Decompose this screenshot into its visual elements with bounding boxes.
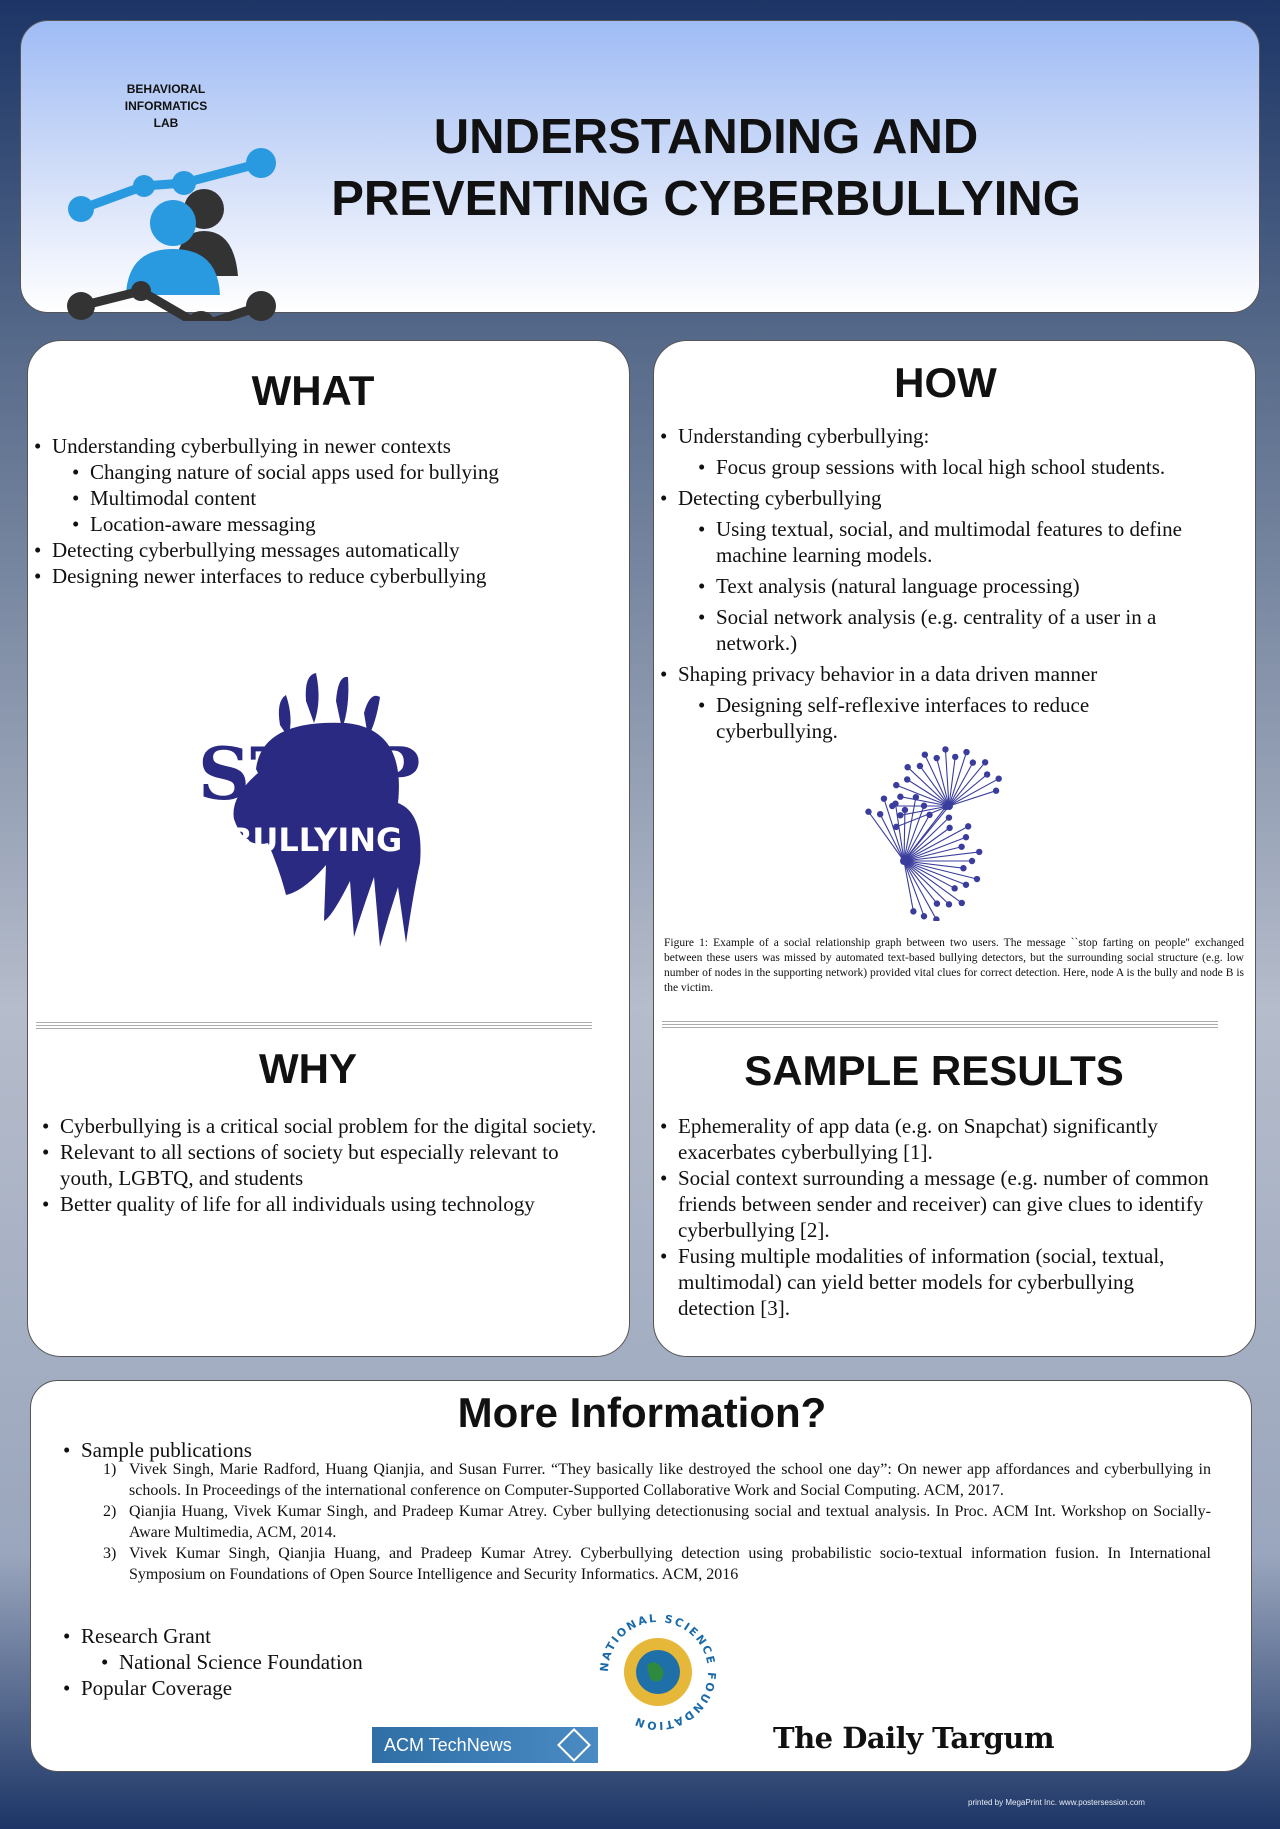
graph-node: [976, 849, 982, 855]
header-banner: [20, 20, 1260, 313]
graph-node: [922, 751, 928, 757]
publication-item: [103, 1543, 1211, 1585]
graph-node: [921, 803, 927, 809]
list-item: • Understanding cyberbullying:: [660, 423, 1208, 449]
graph-node: [963, 834, 969, 840]
what-heading: WHAT: [251, 367, 375, 414]
list-item: • Social context surrounding a message (e.g. number of common friends between sender and receiver) can give clues to identify cyberbullying [2].: [660, 1165, 1215, 1243]
list-item: • Multimodal content: [72, 485, 604, 511]
grant-item: • National Science Foundation: [101, 1649, 483, 1675]
graph-node: [913, 794, 919, 800]
graph-node: [963, 749, 969, 755]
figure-caption: Figure 1: Example of a social relationship graph between two users. The message ``stop farting on people'' exchanged between these users was missed by automated text-based bullying detectors, but the surrounding social structure (e.g. low number of nodes in the supporting network) provided vital clues for correct detection. Here, node A is the bully and node B is the victim.: [664, 937, 1244, 994]
poster-title: [241, 106, 1171, 230]
printer-credit: printed by MegaPrint Inc. www.postersession.com: [968, 1798, 1145, 1807]
graph-node: [963, 882, 969, 888]
list-item: • Location-aware messaging: [72, 511, 604, 537]
list-item: • Focus group sessions with local high school students.: [698, 454, 1208, 480]
stop-word: STOP: [198, 731, 421, 816]
publication-text: Qianjia Huang, Vivek Kumar Singh, and Pradeep Kumar Atrey. Cyber bullying detectionusing social and textual analysis. In Proc. ACM Int. Workshop on Socially-Aware Multimedia, ACM, 2014.: [129, 1503, 1211, 1541]
graph-node: [946, 814, 952, 820]
graph-node: [965, 823, 971, 829]
why-list: [42, 1113, 612, 1217]
graph-node: [881, 795, 887, 801]
graph-node: [934, 900, 940, 906]
publication-number: 3): [103, 1545, 117, 1562]
bullying-word: BULLYING: [228, 821, 403, 859]
publication-item: [103, 1501, 1211, 1543]
acm-diamond-icon: [557, 1728, 591, 1762]
lab-name-line: BEHAVIORAL: [126, 82, 206, 96]
graph-edge: [949, 762, 985, 806]
grant-coverage-list: [63, 1623, 483, 1701]
graph-node: [951, 885, 957, 891]
graph-edge: [904, 810, 905, 861]
graph-node: [984, 771, 990, 777]
more-heading: More Information?: [457, 1389, 827, 1436]
list-item: • Fusing multiple modalities of information (social, textual, multimodal) can yield better models for cyberbullying detection [3].: [660, 1243, 1215, 1321]
list-item: • Using textual, social, and multimodal features to define machine learning models.: [698, 516, 1208, 568]
acm-technews-label: ACM TechNews: [384, 1735, 512, 1755]
graph-node: [917, 763, 923, 769]
graph-node: [995, 775, 1001, 781]
list-item: • Changing nature of social apps used for bullying: [72, 459, 604, 485]
graph-node: [959, 900, 965, 906]
list-item: • Text analysis (natural language processing): [698, 573, 1208, 599]
graph-node: [900, 857, 908, 865]
graph-node: [946, 901, 952, 907]
results-list: [660, 1113, 1215, 1321]
graph-node: [897, 812, 903, 818]
acm-technews-badge: [372, 1727, 598, 1763]
graph-node: [926, 812, 932, 818]
nsf-seal: [593, 1607, 723, 1737]
publication-number: 1): [103, 1461, 117, 1478]
graph-node: [970, 759, 976, 765]
graph-node: [865, 809, 871, 815]
list-item: • Cyberbullying is a critical social problem for the digital society.: [42, 1113, 612, 1139]
graph-node: [982, 759, 988, 765]
separator: [36, 1022, 592, 1031]
daily-targum-logo: The Daily Targum: [773, 1721, 1055, 1755]
nsf-seal-text: NATIONAL SCIENCE FOUNDATION: [597, 1611, 719, 1733]
list-item: • Understanding cyberbullying in newer contexts: [34, 433, 604, 459]
graph-node: [897, 794, 903, 800]
how-results-panel: [653, 340, 1256, 1357]
graph-edge: [904, 847, 962, 861]
list-item: • Designing self-reflexive interfaces to reduce cyberbullying.: [698, 692, 1208, 744]
graph-node: [974, 876, 980, 882]
results-heading: SAMPLE RESULTS: [744, 1047, 1124, 1094]
more-information-panel: [30, 1380, 1252, 1772]
graph-edge: [949, 774, 987, 806]
list-item: • Ephemerality of app data (e.g. on Snapchat) significantly exacerbates cyberbullying [1].: [660, 1113, 1215, 1165]
graph-node: [904, 764, 910, 770]
what-why-panel: [27, 340, 630, 1357]
graph-node: [921, 913, 927, 919]
graph-edge: [868, 812, 904, 861]
graph-node: [942, 746, 948, 752]
publication-number: 2): [103, 1503, 117, 1520]
graph-edge: [904, 861, 977, 879]
list-item: • Detecting cyberbullying: [660, 485, 1208, 511]
how-list: [660, 423, 1208, 749]
graph-node: [933, 755, 939, 761]
title-line: UNDERSTANDING AND: [433, 110, 979, 164]
graph-node: [893, 824, 899, 830]
list-item: • Shaping privacy behavior in a data driven manner: [660, 661, 1208, 687]
publication-item: [103, 1459, 1211, 1501]
list-item: • Detecting cyberbullying messages automatically: [34, 537, 604, 563]
publication-text: Vivek Kumar Singh, Qianjia Huang, and Pradeep Kumar Atrey. Cyberbullying detection using probabilistic socio-textual information fusion. In International Symposium on Foundations of Open Source Intelligence and Security Informatics. ACM, 2016: [129, 1545, 1211, 1583]
lab-name-line: INFORMATICS: [124, 99, 208, 113]
how-heading: HOW: [894, 359, 997, 406]
graph-edge: [908, 767, 949, 806]
graph-edge: [949, 757, 955, 806]
graph-node: [902, 807, 908, 813]
graph-node: [960, 865, 966, 871]
graph-node: [910, 908, 916, 914]
graph-node: [946, 825, 952, 831]
grant-label: • Research Grant: [63, 1623, 483, 1649]
separator: [662, 1021, 1218, 1030]
publications-label: • Sample publications: [63, 1437, 252, 1463]
why-heading: WHY: [259, 1045, 357, 1092]
graph-node: [958, 844, 964, 850]
graph-node: [993, 788, 999, 794]
coverage-label: • Popular Coverage: [63, 1675, 483, 1701]
list-item: • Relevant to all sections of society but especially relevant to youth, LGBTQ, and students: [42, 1139, 612, 1191]
list-item: • Better quality of life for all individuals using technology: [42, 1191, 612, 1217]
graph-node: [889, 803, 895, 809]
publications-list: [103, 1459, 1211, 1585]
list-item: • Designing newer interfaces to reduce cyberbullying: [34, 563, 604, 589]
graph-node: [945, 802, 953, 810]
graph-node: [933, 916, 939, 921]
what-list: [34, 433, 604, 589]
title-line: PREVENTING CYBERBULLYING: [331, 172, 1081, 226]
graph-edge: [904, 861, 924, 916]
stop-bullying-image: [168, 661, 468, 961]
list-item: • Social network analysis (e.g. centrality of a user in a network.): [698, 604, 1208, 656]
graph-node: [904, 776, 910, 782]
lab-name-line: LAB: [153, 116, 179, 130]
social-graph-figure: [804, 746, 1054, 921]
graph-node: [877, 811, 883, 817]
publication-text: Vivek Singh, Marie Radford, Huang Qianjia, and Susan Furrer. “They basically like destroyed the school one day”: On newer app affordances and cyberbullying in schools. In Proceedings of the international conference on Computer-Supported Collaborative Work and Social Computing. ACM, 2017.: [129, 1461, 1211, 1499]
graph-node: [893, 782, 899, 788]
graph-node: [969, 858, 975, 864]
graph-node: [952, 754, 958, 760]
